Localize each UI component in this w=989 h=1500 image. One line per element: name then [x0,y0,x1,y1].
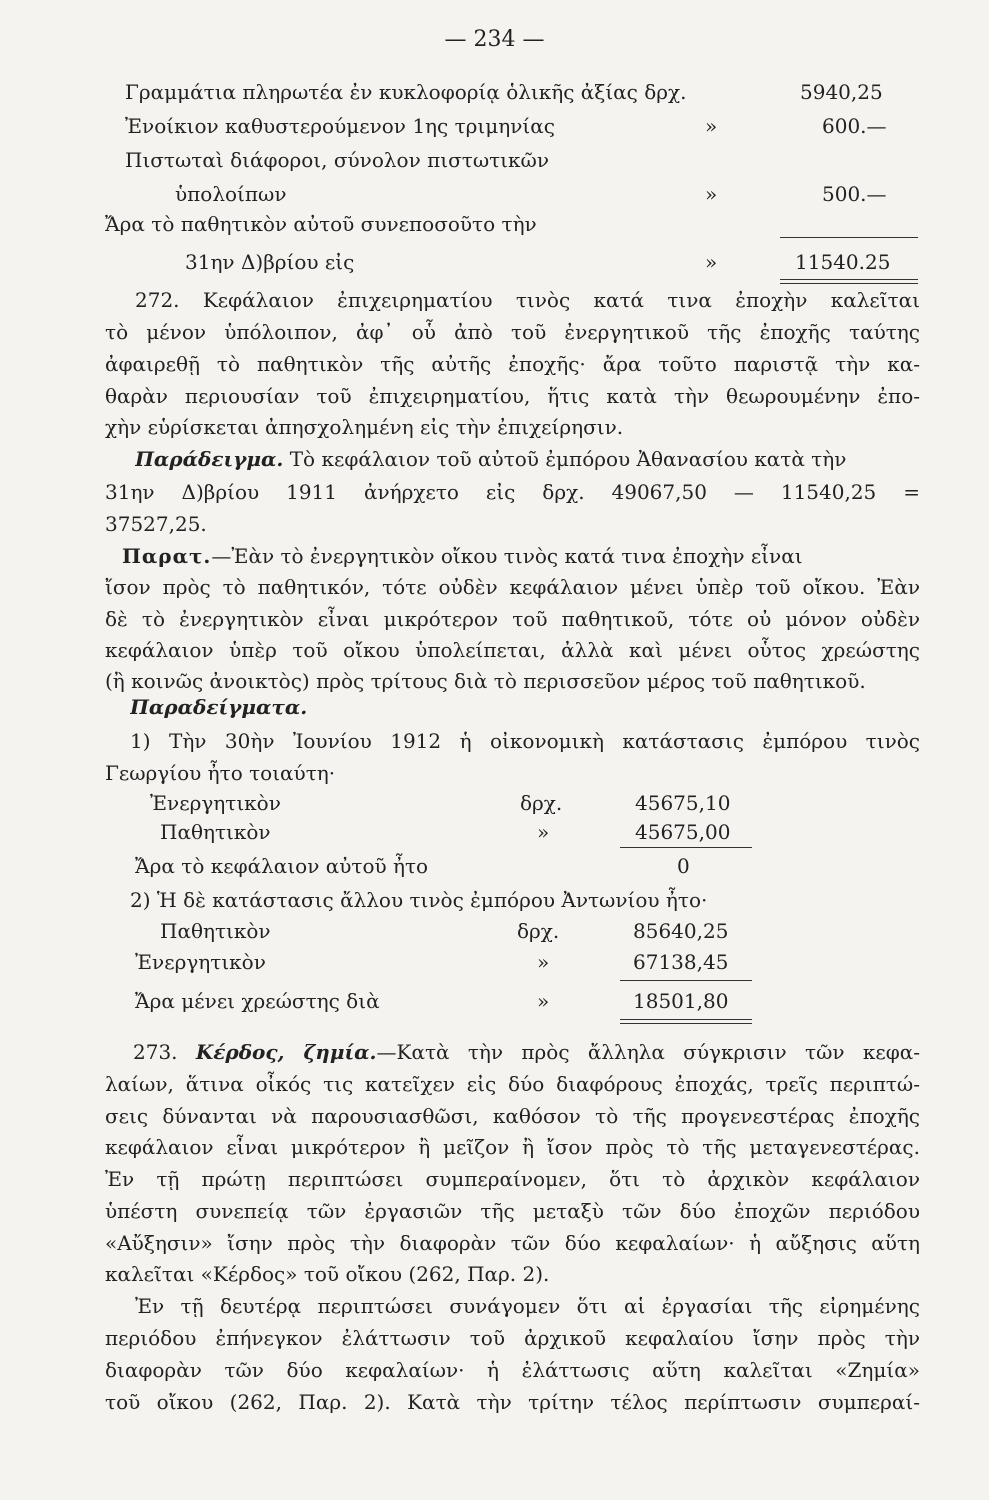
paragraph-line: 272. Κεφάλαιον ἐπιχειρηματίου τινὸς κατά τινα ἐποχὴν καλεῖται [135,288,920,312]
examples-title-text: Παραδείγματα. [130,695,308,719]
paragraph-line: Ἐν τῇ πρώτῃ περιπτώσει συμπεραίνομεν, ὅτι τὸ ἀρχικὸν κεφάλαιον [105,1167,920,1191]
note-line: ἴσον πρὸς τὸ παθητικόν, τότε οὐδὲν κεφάλαιον μένει ὑπὲρ τοῦ οἴκου. Ἐὰν [105,575,920,599]
ex1-line: Γεωργίου ἦτο τοιαύτη· [105,761,336,785]
row-label: Ἐνεργητικὸν [150,791,281,815]
row-value: 5940,25 [800,80,883,104]
example-label: Παράδειγμα. [135,447,284,471]
row-value: 600.— [822,114,887,138]
ex2-row [105,985,920,1017]
row-value: 85640,25 [633,919,729,943]
row-mark: » [705,182,718,206]
row-label: ὑπολοίπων [175,182,287,206]
note-line: (ἢ κοινῶς ἀνοικτὸς) πρὸς τρίτους διὰ τὸ περισσεῦον μέρος τοῦ παθητικοῦ. [105,669,866,693]
note-line: κεφάλαιον ὑπὲρ τοῦ οἴκου ὑπολείπεται, ἀλλὰ καὶ μένει οὗτος χρεώστης [105,638,920,662]
paragraph-line: τὸ μένον ὑπόλοιπον, ἀφ᾽ οὗ ἀπὸ τοῦ ἐνεργητικοῦ τῆς ἐποχῆς ταύτης [105,320,920,344]
section-text: —Κατὰ τὴν πρὸς ἄλληλα σύγκρισιν τῶν κεφα- [376,1040,920,1064]
row-mark: » [537,950,550,974]
row-label: 31ην Δ)βρίου εἰς [185,250,355,274]
paragraph-line: Ἐν τῇ δευτέρᾳ περιπτώσει συνάγομεν ὅτι αἱ ἐργασίαι τῆς εἰρημένης [135,1294,920,1318]
ex2-row [105,915,920,947]
row-value: 0 [677,854,690,878]
row-label: Ἄρα τὸ παθητικὸν αὐτοῦ συνεποσοῦτο τὴν [105,212,537,236]
row-label: Παθητικὸν [160,820,271,844]
summary-row [105,208,920,240]
example-line [135,443,920,475]
row-mark: » [705,250,718,274]
row-mark: δρχ. [520,791,563,815]
paragraph-line: χὴν εὑρίσκεται ἀπησχολημένη εἰς τὴν ἐπιχείρησιν. [105,415,624,439]
ex1-row [105,816,920,848]
row-value: 500.— [822,182,887,206]
paragraph-line: «Αὔξησιν» ἴσην πρὸς τὴν διαφορὰν τῶν δύο κεφαλαίων· ἡ αὔξησις αὕτη [105,1231,920,1255]
row-label: Ἄρα τὸ κεφάλαιον αὐτοῦ ἦτο [135,854,429,878]
summary-row [105,178,920,210]
ex2-intro: 2) Ἡ δὲ κατάστασις ἄλλου τινὸς ἐμπόρου Ἀντωνίου ἦτο· [130,888,708,912]
paragraph-line: ἀφαιρεθῇ τὸ παθητικὸν τῆς αὐτῆς ἐποχῆς· ἄρα τοῦτο παριστᾷ τὴν κα- [105,352,920,376]
row-label: Παθητικὸν [160,919,271,943]
summary-row [105,144,920,176]
section-273-heading [133,1036,920,1068]
row-value: 18501,80 [633,989,729,1013]
example-line: 37527,25. [105,512,207,536]
paragraph-line: καλεῖται «Κέρδος» τοῦ οἴκου (262, Παρ. 2). [105,1262,550,1286]
total-rule-2 [620,1023,752,1024]
paragraph-line: κεφάλαιον εἶναι μικρότερον ἢ μεῖζον ἢ ἴσον πρὸς τὸ τῆς μεταγενεστέρας. [105,1135,920,1159]
row-label: Πιστωταὶ διάφοροι, σύνολον πιστωτικῶν [125,148,549,172]
row-value: 11540.25 [795,250,891,274]
row-value: 67138,45 [633,950,729,974]
paragraph-line: λαίων, ἅτινα οἶκός τις κατεῖχεν εἰς δύο διαφόρους ἐποχάς, τρεῖς περιπτώ- [105,1072,920,1096]
total-rule-1 [780,279,918,280]
ex1-line: 1) Τὴν 30ὴν Ἰουνίου 1912 ἡ οἰκονομικὴ κατάστασις ἐμπόρου τινὸς [130,729,920,753]
paragraph-line: ὑπέστη συνεπείᾳ τῶν ἐργασιῶν τῆς μεταξὺ τῶν δύο ἐποχῶν περιόδου [105,1199,920,1223]
example-text: Τὸ κεφάλαιον τοῦ αὐτοῦ ἐμπόρου Ἀθανασίου κατὰ τὴν [289,447,847,471]
section-number: 273. [133,1040,178,1064]
note-line [122,540,920,572]
paragraph-line: σεις δύνανται νὰ παρουσιασθῶσι, καθόσον τὸ τῆς προγενεστέρας ἐποχῆς [105,1104,920,1128]
ex1-row [105,787,920,819]
sum-rule [780,237,918,238]
example-line: 31ην Δ)βρίου 1911 ἀνήρχετο εἰς δρχ. 49067,50 — 11540,25 = [105,480,920,504]
paragraph-line: περιόδου ἐπήνεγκον ἐλάττωσιν τοῦ ἀρχικοῦ κεφαλαίου ἴσην πρὸς τὴν [105,1326,920,1350]
row-value: 45675,10 [635,791,731,815]
sum-rule [620,980,752,981]
paragraph-line: τοῦ οἴκου (262, Παρ. 2). Κατὰ τὴν τρίτην τέλος περίπτωσιν συμπεραί- [105,1390,920,1414]
row-value: 45675,00 [635,820,731,844]
row-label: Ἐνοίκιον καθυστερούμενον 1ης τριμηνίας [125,114,555,138]
row-mark: » [537,989,550,1013]
row-label: Γραμμάτια πληρωτέα ἐν κυκλοφορίᾳ ὁλικῆς ἀξίας δρχ. [125,80,687,104]
section-title: Κέρδος, ζημία. [195,1040,377,1064]
note-label: Παρατ. [122,544,212,568]
row-mark: » [705,114,718,138]
row-label: Ἄρα μένει χρεώστης διὰ [135,989,380,1013]
summary-row [105,76,920,108]
summary-row [105,246,920,278]
row-mark: δρχ. [517,919,560,943]
paragraph-line: διαφορὰν τῶν δύο κεφαλαίων· ἡ ἐλάττωσις αὕτη καλεῖται «Ζημία» [105,1358,920,1382]
examples-title [130,691,945,723]
page-number: — 234 — [444,27,545,52]
note-text: —Ἐὰν τὸ ἐνεργητικὸν οἴκου τινὸς κατά τινα ἐποχὴν εἶναι [211,544,803,568]
ex2-row [105,946,920,978]
sum-rule [620,847,752,848]
paragraph-line: θαρὰν περιουσίαν τοῦ ἐπιχειρηματίου, ἥτις κατὰ τὴν θεωρουμένην ἐπο- [105,384,920,408]
note-line: δὲ τὸ ἐνεργητικὸν εἶναι μικρότερον τοῦ παθητικοῦ, τότε οὐ μόνον οὐδὲν [105,607,920,631]
row-mark: » [537,820,550,844]
total-rule-1 [620,1019,752,1020]
summary-row [105,110,920,142]
ex1-row [105,850,920,882]
row-label: Ἐνεργητικὸν [135,950,266,974]
